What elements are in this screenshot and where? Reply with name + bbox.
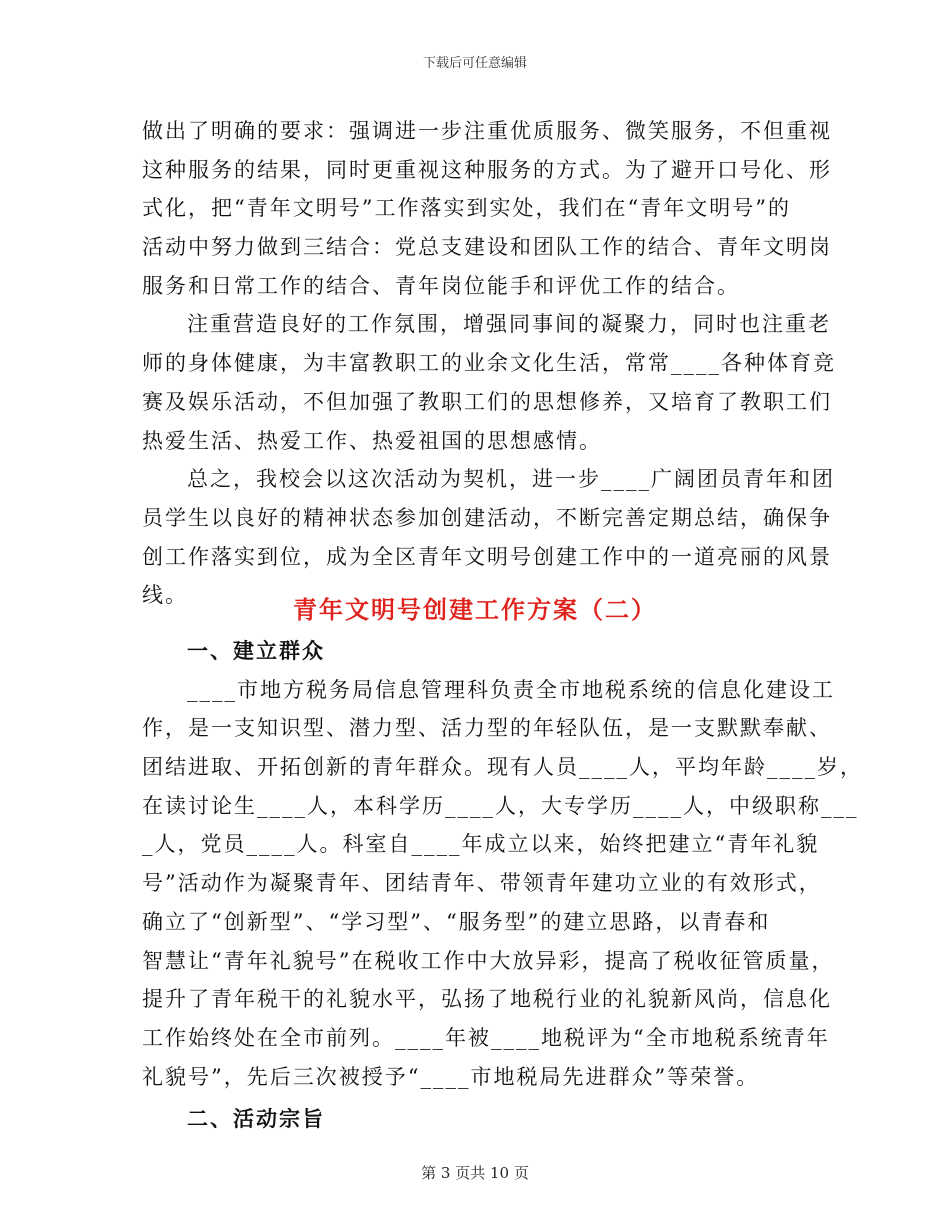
text-line: 这种服务的结果，同时更重视这种服务的方式。为了避开口号化、形 [142, 157, 832, 182]
text-line: 热爱生活、热爱工作、热爱祖国的思想感情。 [142, 428, 602, 453]
text-line: 礼貌号”，先后三次被授予“____市地税局先进群众”等荣誉。 [142, 1064, 760, 1089]
text-line: 员学生以良好的精神状态参加创建活动，不断完善定期总结，确保争 [142, 505, 832, 530]
text-line: 师的身体健康，为丰富教职工的业余文化生活，常常____各种体育竞 [142, 351, 836, 376]
text-line: 式化，把“青年文明号”工作落实到实处，我们在“青年文明号”的 [142, 196, 791, 221]
text-line: 在读讨论生____人，本科学历____人，大专学历____人，中级职称___ [142, 793, 859, 818]
text-line: 总之，我校会以这次活动为契机，进一步____广阔团员青年和团 [187, 467, 835, 492]
text-line: ____市地方税务局信息管理科负责全市地税系统的信息化建设工 [187, 677, 835, 702]
heading-activity-purpose: 二、活动宗旨 [187, 1106, 325, 1132]
document-body [142, 112, 836, 615]
page-header: 下载后可任意编辑 [422, 56, 527, 71]
text-line: 创工作落实到位，成为全区青年文明号创建工作中的一道亮丽的风景 [142, 544, 832, 569]
section-title: 青年文明号创建工作方案（二） [293, 595, 657, 624]
section-body [142, 632, 863, 1139]
text-line: 确立了“创新型”、“学习型”、“服务型”的建立思路，以青春和 [142, 909, 771, 934]
text-line: 工作始终处在全市前列。____年被____地税评为“全市地税系统青年 [142, 1025, 830, 1050]
text-line: 服务和日常工作的结合、青年岗位能手和评优工作的结合。 [142, 273, 740, 298]
paragraph [142, 305, 836, 460]
text-line: 做出了明确的要求：强调进一步注重优质服务、微笑服务，不但重视 [142, 119, 832, 143]
paragraph [142, 671, 863, 1097]
text-line: 活动中努力做到三结合：党总支建设和团队工作的结合、青年文明岗 [142, 235, 832, 260]
text-line: 号”活动作为凝聚青年、团结青年、带领青年建功立业的有效形式， [142, 871, 822, 896]
text-line: 注重营造良好的工作氛围，增强同事间的凝聚力，同时也注重老 [187, 312, 831, 337]
text-line: 智慧让“青年礼貌号”在税收工作中大放异彩，提高了税收征管质量， [142, 948, 835, 973]
text-line: 团结进取、开拓创新的青年群众。现有人员____人，平均年龄____岁， [142, 755, 863, 780]
text-line: 作，是一支知识型、潜力型、活力型的年轻队伍，是一支默默奉献、 [142, 716, 832, 741]
text-line: 提升了青年税干的礼貌水平，弘扬了地税行业的礼貌新风尚，信息化 [142, 987, 832, 1012]
text-line: 赛及娱乐活动，不但加强了教职工们的思想修养，又培育了教职工们 [142, 389, 832, 414]
heading-establish-group: 一、建立群众 [187, 638, 325, 663]
text-line: _人，党员____人。科室自____年成立以来，始终把建立“青年礼貌 [142, 832, 820, 857]
page-footer: 第 3 页共 10 页 [421, 1164, 529, 1182]
text-line: 线。 [142, 583, 188, 608]
paragraph [142, 112, 832, 305]
